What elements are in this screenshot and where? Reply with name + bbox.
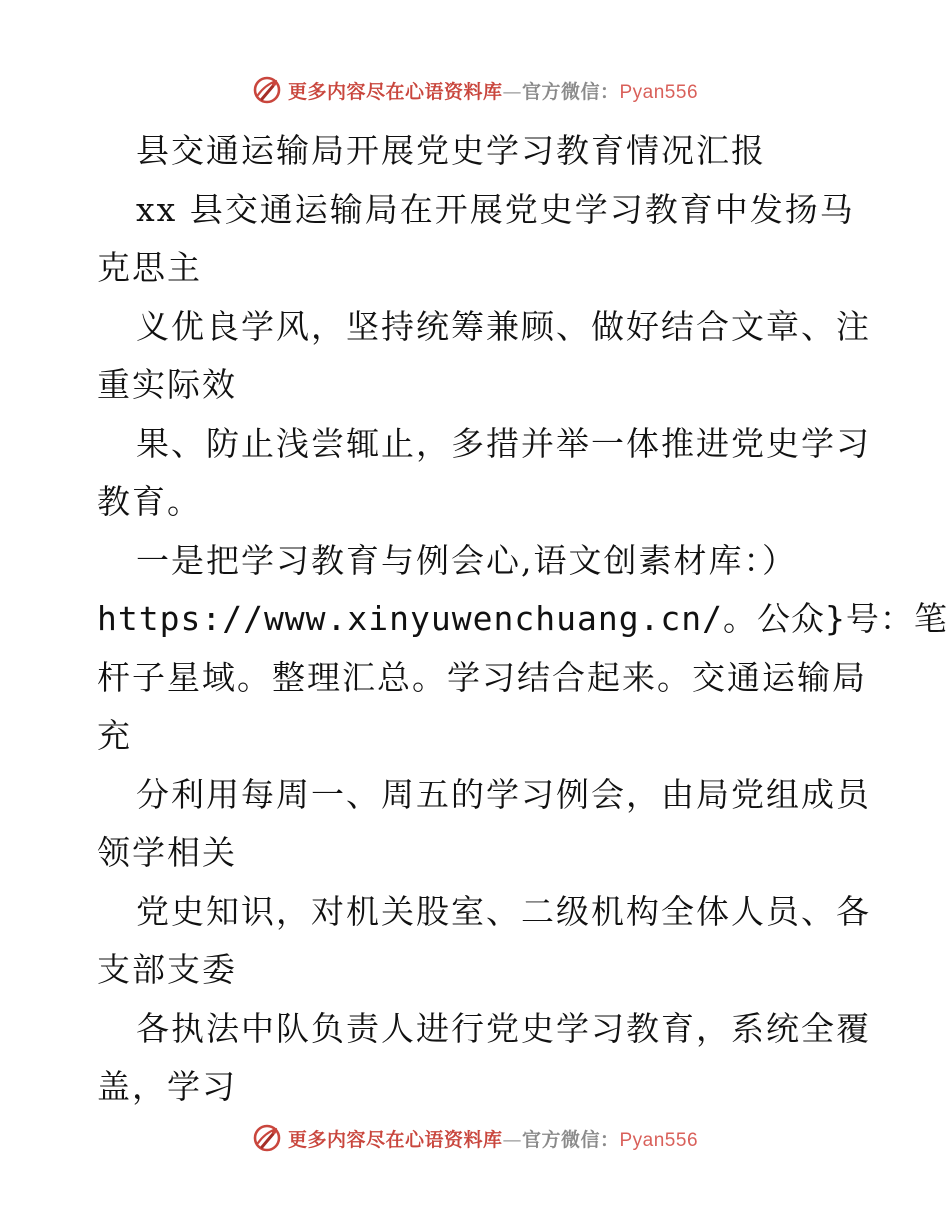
watermark-wechat-id: Pyan556	[619, 81, 699, 103]
page-footer-watermark	[0, 1118, 950, 1158]
watermark-label: 官方微信：	[521, 1128, 620, 1151]
brush-logo-icon	[252, 75, 282, 105]
paragraph-line: 重实际效	[97, 365, 237, 404]
paragraph-line: 各执法中队负责人进行党史学习教育，系统全覆	[136, 1008, 871, 1048]
paragraph-line-url: https://www.xinyuwenchuang.cn/。公众}号：笔	[97, 599, 948, 638]
watermark-site-name: 更多内容尽在心语资料库	[287, 80, 503, 103]
paragraph-line: 党史知识，对机关股室、二级机构全体人员、各	[136, 891, 871, 931]
document-body	[97, 122, 948, 1117]
watermark-site-name: 更多内容尽在心语资料库	[287, 1128, 503, 1151]
paragraph-line: 果、防止浅尝辄止，多措并举一体推进党史学习	[136, 423, 871, 463]
paragraph-line: 杆子星域。整理汇总。学习结合起来。交通运输局	[97, 657, 867, 697]
paragraph-line: 教育。	[97, 482, 202, 521]
watermark-label: 官方微信：	[521, 80, 620, 103]
paragraph-line: 义优良学风，坚持统筹兼顾、做好结合文章、注	[136, 306, 871, 346]
watermark-wechat-id: Pyan556	[619, 1129, 699, 1151]
paragraph-line: 充	[97, 716, 132, 755]
paragraph-line: 支部支委	[97, 950, 237, 989]
paragraph-line: 领学相关	[97, 833, 237, 872]
brush-logo-icon	[252, 1123, 282, 1153]
paragraph-line: 分利用每周一、周五的学习例会，由局党组成员	[136, 774, 871, 814]
page-header-watermark	[0, 70, 950, 110]
document-title: 县交通运输局开展党史学习教育情况汇报	[136, 131, 766, 170]
watermark-separator: —	[502, 80, 522, 103]
paragraph-line: 克思主	[97, 248, 202, 287]
watermark-text	[288, 1125, 698, 1152]
watermark-text	[288, 77, 698, 104]
watermark-separator: —	[502, 1128, 522, 1151]
paragraph-line: 一是把学习教育与例会心,语文创素材库：）	[136, 540, 797, 580]
paragraph-line: 盖，学习	[97, 1067, 237, 1106]
paragraph-line: xx 县交通运输局在开展党史学习教育中发扬马	[136, 189, 855, 229]
